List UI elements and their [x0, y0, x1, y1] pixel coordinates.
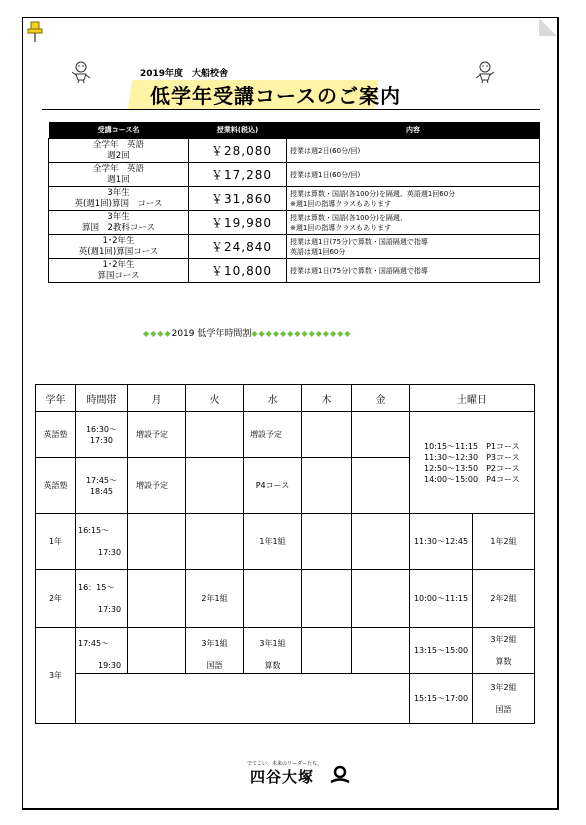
header-tue: 火 [186, 385, 244, 412]
timetable [35, 384, 535, 724]
tue-cell [186, 412, 244, 458]
wed-cell: P4コース [244, 458, 302, 514]
diamond-decoration: ◆◆◆◆◆◆◆◆◆◆◆◆◆◆ [251, 329, 352, 338]
header-content: 内容 [287, 122, 540, 139]
course-name: 全学年 英語 週1回 [49, 163, 189, 187]
table-row [36, 412, 535, 458]
tue-cell: 3年1組 国語 [186, 628, 244, 674]
table-row [36, 570, 535, 628]
time-cell: 17:45～ 19:30 [76, 628, 128, 674]
course-desc: 授業は週1日(75分)で算数・国語隔週で指導 [287, 259, 540, 283]
wed-cell: 1年1組 [244, 514, 302, 570]
sat-class-cell: 1年2組 [473, 514, 535, 570]
course-price: ￥24,840 [189, 235, 287, 259]
header-thu: 木 [302, 385, 352, 412]
course-desc: 授業は算数・国語(各100分)を隔週、英語週1回60分 ※週1回の指導クラスもあります [287, 187, 540, 211]
mon-cell: 増設予定 [128, 412, 186, 458]
empty-cell [76, 674, 410, 724]
sat-english-cell: 10:15～11:15 P1コース 11:30～12:30 P3コース 12:50～13:50 P2コース 14:00～15:00 P4コース [410, 412, 535, 514]
fri-cell [352, 412, 410, 458]
timetable-header-row [36, 385, 535, 412]
table-row [49, 187, 540, 211]
diamond-decoration: ◆◆◆◆ [143, 329, 172, 338]
sat-class-cell: 2年2組 [473, 570, 535, 628]
table-row [49, 163, 540, 187]
wed-cell: 増設予定 [244, 412, 302, 458]
sat-time-cell: 11:30～12:45 [410, 514, 473, 570]
course-desc: 授業は週1日(75分)で算数・国語隔週で指導 英語は週1回60分 [287, 235, 540, 259]
time-cell: 16:30～ 17:30 [76, 412, 128, 458]
sat-class-cell: 3年2組 算数 [473, 628, 535, 674]
tue-cell [186, 458, 244, 514]
grade-cell: 2年 [36, 570, 76, 628]
child-mascot-icon [474, 60, 496, 84]
thu-cell [302, 628, 352, 674]
timetable-heading [143, 326, 352, 339]
table-row [49, 139, 540, 163]
fri-cell [352, 514, 410, 570]
grade-cell: 英語塾 [36, 458, 76, 514]
fee-header-row [49, 122, 540, 139]
course-price: ￥17,280 [189, 163, 287, 187]
header-mon: 月 [128, 385, 186, 412]
pushpin-icon [24, 20, 46, 44]
tue-cell [186, 514, 244, 570]
course-desc: 授業は算数・国語(各100分)を隔週、 ※週1回の指導クラスもあります [287, 211, 540, 235]
table-row [36, 628, 535, 674]
course-fee-table [48, 122, 540, 283]
time-cell: 16：15～ 17:30 [76, 570, 128, 628]
table-row [36, 674, 535, 724]
page-title: 低学年受講コースのご案内 [150, 84, 401, 108]
wed-cell [244, 570, 302, 628]
grade-cell: 1年 [36, 514, 76, 570]
header-sat: 土曜日 [410, 385, 535, 412]
table-row [49, 235, 540, 259]
thu-cell [302, 514, 352, 570]
sat-time-cell: 10:00～11:15 [410, 570, 473, 628]
thu-cell [302, 412, 352, 458]
fri-cell [352, 570, 410, 628]
header-fri: 金 [352, 385, 410, 412]
time-cell: 17:45～ 18:45 [76, 458, 128, 514]
mon-cell: 増設予定 [128, 458, 186, 514]
header-grade: 学年 [36, 385, 76, 412]
table-row [49, 211, 540, 235]
year-school-label: 2019年度 大船校舎 [140, 69, 229, 79]
sat-time-cell: 13:15～15:00 [410, 628, 473, 674]
course-name: 1･2年生 英(週1回)算国コース [49, 235, 189, 259]
child-mascot-icon [70, 60, 92, 84]
timetable-title: 2019 低学年時間割 [171, 329, 252, 339]
brand-mark-icon [329, 765, 351, 785]
tue-cell: 2年1組 [186, 570, 244, 628]
table-row [36, 514, 535, 570]
course-desc: 授業は週1日(60分/回) [287, 163, 540, 187]
course-name: 1･2年生 算国コース [49, 259, 189, 283]
header-course: 受講コース名 [49, 122, 189, 139]
grade-cell: 3年 [36, 628, 76, 724]
course-price: ￥31,860 [189, 187, 287, 211]
thu-cell [302, 570, 352, 628]
fri-cell [352, 628, 410, 674]
header-time: 時間帯 [76, 385, 128, 412]
table-row [49, 259, 540, 283]
course-desc: 授業は週2日(60分/回) [287, 139, 540, 163]
course-name: 3年生 算国 2教科コース [49, 211, 189, 235]
header-fee: 授業料(税込) [189, 122, 287, 139]
fri-cell [352, 458, 410, 514]
course-price: ￥19,980 [189, 211, 287, 235]
course-price: ￥10,800 [189, 259, 287, 283]
time-cell: 16:15～ 17:30 [76, 514, 128, 570]
course-name: 3年生 英(週1回)算国 コース [49, 187, 189, 211]
mon-cell [128, 628, 186, 674]
header-wed: 水 [244, 385, 302, 412]
footer-tagline: でてこい、未来のリーダーたち。 [247, 761, 323, 767]
page-fold-corner [539, 18, 557, 36]
mon-cell [128, 570, 186, 628]
mon-cell [128, 514, 186, 570]
thu-cell [302, 458, 352, 514]
course-price: ￥28,080 [189, 139, 287, 163]
course-name: 全学年 英語 週2回 [49, 139, 189, 163]
footer-logo: 四谷大塚 [250, 768, 315, 786]
title-rule [42, 109, 540, 110]
sat-time-cell: 15:15～17:00 [410, 674, 473, 724]
wed-cell: 3年1組 算数 [244, 628, 302, 674]
sat-class-cell: 3年2組 国語 [473, 674, 535, 724]
grade-cell: 英語塾 [36, 412, 76, 458]
